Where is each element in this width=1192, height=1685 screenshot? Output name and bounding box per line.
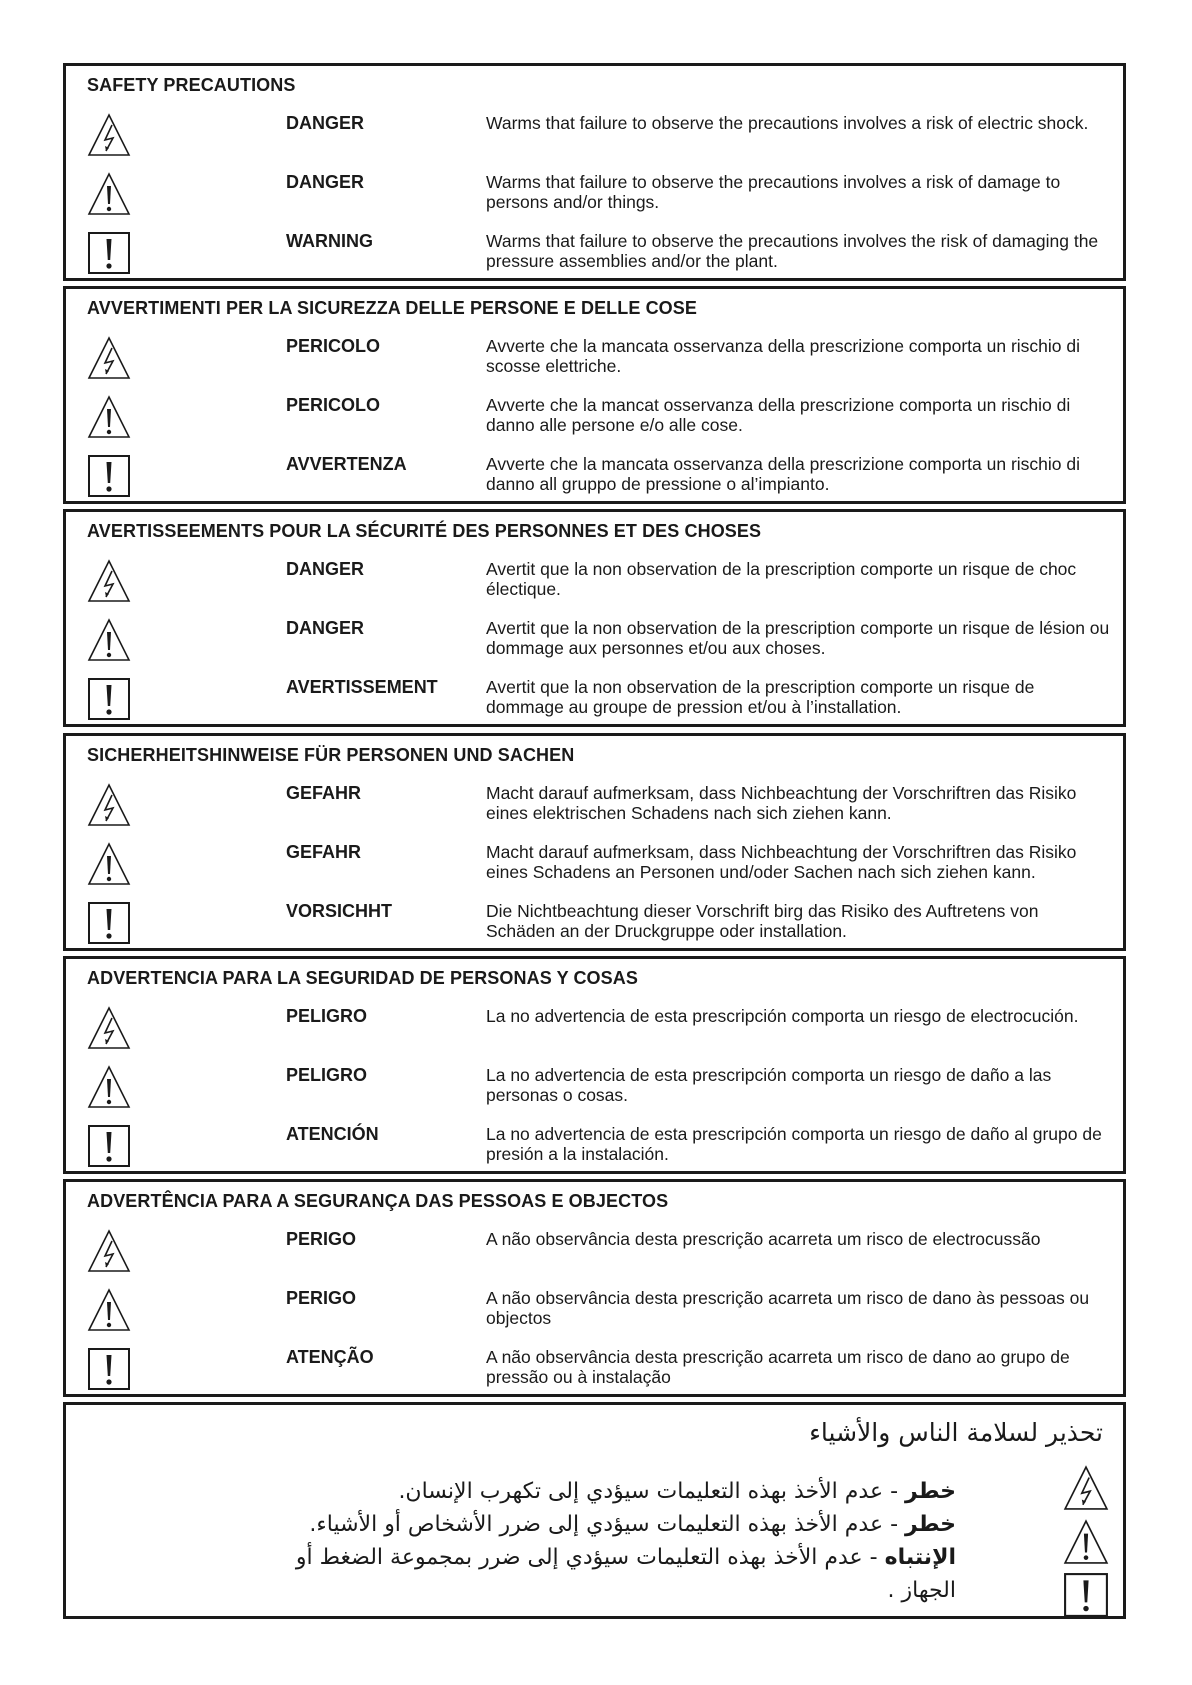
general-danger-icon — [1063, 1519, 1109, 1565]
precaution-label: خطر — [905, 1512, 956, 1537]
precaution-text: Avverte che la mancata osservanza della prescrizione comporta un rischio di danno all gruppo de pressione o al’impianto. — [486, 454, 1081, 494]
precaution-text: A não observância desta prescrição acarreta um risco de dano às pessoas ou objectos — [486, 1288, 1090, 1328]
arabic-precaution-row — [398, 1479, 956, 1504]
electric-shock-warning-icon — [87, 1229, 131, 1273]
precaution-label: PERICOLO — [286, 336, 381, 356]
general-danger-icon — [87, 1288, 131, 1332]
precaution-row — [66, 113, 1123, 163]
electric-shock-warning-icon — [1063, 1465, 1109, 1511]
precaution-row — [66, 1229, 1123, 1279]
precaution-label: DANGER — [286, 113, 365, 133]
precaution-row — [66, 395, 1123, 445]
precaution-text: Warms that failure to observe the precautions involves the risk of damaging the pressure assemblies and/or the plant. — [486, 231, 1099, 271]
precaution-text: Warms that failure to observe the precautions involves a risk of damage to persons and/or things. — [486, 172, 1061, 212]
precaution-text: Avertit que la non observation de la prescription comporte un risque de dommage au groupe de pression et/ou à l’installation. — [486, 677, 1035, 717]
general-danger-icon — [87, 618, 131, 662]
electric-shock-warning-icon — [87, 559, 131, 603]
section-title: SICHERHEITSHINWEISE FÜR PERSONEN UND SACHEN — [87, 745, 575, 765]
electric-shock-warning-icon — [87, 1006, 131, 1050]
section-title: ADVERTENCIA PARA LA SEGURIDAD DE PERSONAS Y COSAS — [87, 968, 638, 988]
electric-shock-warning-icon — [87, 783, 131, 827]
arabic-precaution-row — [309, 1512, 956, 1537]
precaution-label: DANGER — [286, 618, 365, 638]
arabic-precaution-row — [296, 1545, 956, 1570]
precaution-text: A não observância desta prescrição acarreta um risco de electrocussão — [486, 1229, 1041, 1249]
precaution-row — [66, 677, 1123, 727]
portuguese-precautions-section — [63, 1179, 1126, 1397]
precaution-text: La no advertencia de esta prescripción comporta un riesgo de daño al grupo de presión a la instalación. — [486, 1124, 1102, 1164]
precaution-row — [66, 1065, 1123, 1115]
electric-shock-warning-icon — [87, 336, 131, 380]
general-danger-icon — [87, 842, 131, 886]
section-title: AVERTISSEEMENTS POUR LA SÉCURITÉ DES PERSONNES ET DES CHOSES — [87, 521, 762, 541]
precaution-label: PERICOLO — [286, 395, 381, 415]
exclamation-warning-icon — [87, 677, 131, 721]
precaution-label: PELIGRO — [286, 1006, 368, 1026]
exclamation-warning-icon — [87, 231, 131, 275]
exclamation-warning-icon — [87, 901, 131, 945]
precaution-label: WARNING — [286, 231, 373, 251]
precaution-text: Avverte che la mancat osservanza della prescrizione comporta un rischio di danno alle persone e/o alle cose. — [486, 395, 1071, 435]
section-title: SAFETY PRECAUTIONS — [87, 75, 296, 95]
exclamation-warning-icon — [87, 1347, 131, 1391]
precaution-row — [66, 454, 1123, 504]
exclamation-warning-icon — [87, 454, 131, 498]
safety-precautions-section — [63, 63, 1126, 281]
precaution-text: Macht darauf aufmerksam, dass Nichbeachtung der Vorschriftren das Risiko eines Schadens an Personen und/oder Sachen nach sich ziehen kann. — [486, 842, 1077, 882]
general-danger-icon — [87, 172, 131, 216]
precaution-text: - عدم الأخذ بهذه التعليمات سيؤدي إلى ضرر بمجموعة الضغط أو — [295, 1545, 878, 1570]
precaution-text: - عدم الأخذ بهذه التعليمات سيؤدي إلى ضرر الأشخاص أو الأشياء. — [309, 1512, 899, 1537]
precaution-label: PERIGO — [286, 1288, 357, 1308]
precaution-label: الإنتباه — [884, 1545, 956, 1570]
precaution-label: ATENCIÓN — [286, 1124, 379, 1144]
precaution-label: AVERTISSEMENT — [286, 677, 438, 697]
precaution-label: DANGER — [286, 172, 365, 192]
precaution-row — [66, 783, 1123, 833]
general-danger-icon — [87, 1065, 131, 1109]
precaution-label: خطر — [905, 1479, 956, 1504]
precaution-label: GEFAHR — [286, 842, 362, 862]
precaution-label: VORSICHHT — [286, 901, 393, 921]
german-precautions-section — [63, 733, 1126, 951]
precaution-text: A não observância desta prescrição acarreta um risco de dano ao grupo de pressão ou à instalação — [486, 1347, 1070, 1387]
precaution-row — [66, 901, 1123, 951]
precaution-row — [66, 231, 1123, 281]
electric-shock-warning-icon — [87, 113, 131, 157]
precaution-row — [66, 1124, 1123, 1174]
precaution-text: Warms that failure to observe the precautions involves a risk of electric shock. — [486, 113, 1089, 133]
precaution-label: GEFAHR — [286, 783, 362, 803]
spanish-precautions-section — [63, 956, 1126, 1174]
precaution-label: DANGER — [286, 559, 365, 579]
precaution-text: - عدم الأخذ بهذه التعليمات سيؤدي إلى تكهرب الإنسان. — [398, 1479, 899, 1504]
french-precautions-section — [63, 509, 1126, 727]
precaution-row — [66, 618, 1123, 668]
precaution-text: Avverte che la mancata osservanza della prescrizione comporta un rischio di scosse elettriche. — [486, 336, 1081, 376]
exclamation-warning-icon — [1063, 1572, 1109, 1618]
precaution-row — [66, 336, 1123, 386]
precaution-label: ATENÇÃO — [286, 1347, 374, 1367]
precaution-row — [66, 1006, 1123, 1056]
section-title: AVVERTIMENTI PER LA SICUREZZA DELLE PERSONE E DELLE COSE — [87, 298, 697, 318]
precaution-text: Macht darauf aufmerksam, dass Nichbeachtung der Vorschriftren das Risiko eines elektrischen Schadens nach sich ziehen kann. — [486, 783, 1077, 823]
precaution-text: La no advertencia de esta prescripción comporta un riesgo de daño a las personas o cosas. — [486, 1065, 1052, 1105]
precaution-label: PELIGRO — [286, 1065, 368, 1085]
section-title: تحذير لسلامة الناس والأشياء — [809, 1418, 1103, 1447]
italian-precautions-section — [63, 286, 1126, 504]
precaution-text: Avertit que la non observation de la prescription comporte un risque de lésion ou dommage aux personnes et/ou aux choses. — [486, 618, 1110, 658]
arabic-precautions-section — [63, 1402, 1126, 1619]
precaution-row — [66, 842, 1123, 892]
precaution-text: La no advertencia de esta prescripción comporta un riesgo de electrocución. — [486, 1006, 1079, 1026]
precaution-row — [66, 1288, 1123, 1338]
precaution-row — [66, 1347, 1123, 1397]
precaution-text: Die Nichtbeachtung dieser Vorschrift birg das Risiko des Auftretens von Schäden an der Druckgruppe oder installation. — [486, 901, 1039, 941]
exclamation-warning-icon — [87, 1124, 131, 1168]
precaution-row — [66, 172, 1123, 222]
general-danger-icon — [87, 395, 131, 439]
arabic-precaution-continuation: الجهاز . — [887, 1578, 956, 1603]
precaution-row — [66, 559, 1123, 609]
precaution-label: PERIGO — [286, 1229, 357, 1249]
section-title: ADVERTÊNCIA PARA A SEGURANÇA DAS PESSOAS E OBJECTOS — [87, 1191, 669, 1211]
precaution-text: Avertit que la non observation de la prescription comporte un risque de choc électique. — [486, 559, 1077, 599]
precaution-label: AVVERTENZA — [286, 454, 407, 474]
